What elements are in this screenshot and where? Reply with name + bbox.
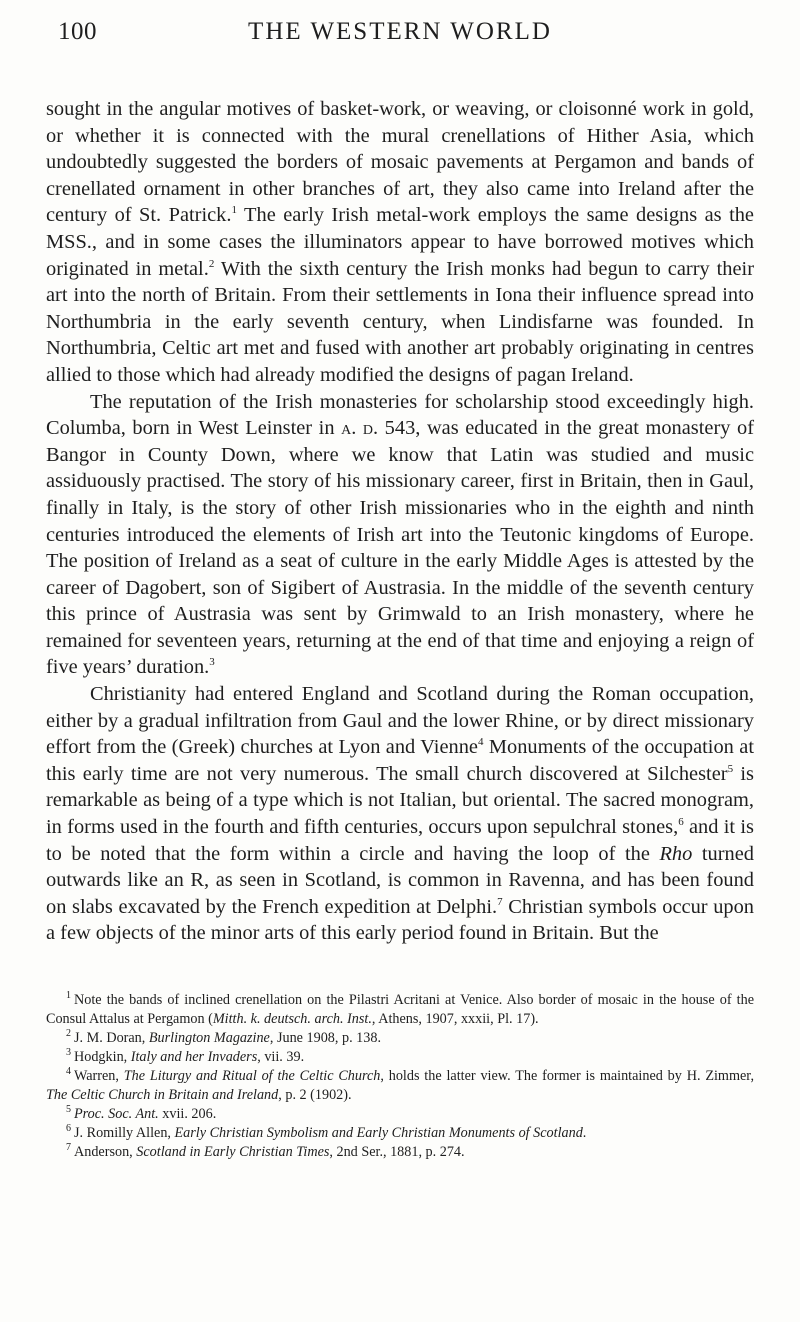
paragraph: The reputation of the Irish monasteries for scholarship stood exceedingly high. Columba, born in West Leinster in a. d. 543, was educated in the great monastery of Bangor in County Down, where we know that Latin was studied and music assiduously practised. The story of his missionary career, first in Britain, then in Gaul, finally in Italy, is the story of other Irish missionaries who in the eighth and ninth centuries introduced the elements of Irish art into the Teutonic kingdoms of Europe. The position of Ireland as a seat of culture in the early Middle Ages is attested by the career of Dagobert, son of Sigibert of Austrasia. In the middle of the seventh century this prince of Austrasia was sent by Grimwald to an Irish monastery, where he remained for seventeen years, returning at the end of that time and enjoying a reign of five years’ duration.$^3$ [46, 390, 755, 679]
footnote-ref: 3 [209, 656, 215, 669]
footnote-ref: 2 [208, 257, 215, 270]
footnote-ref: 7 [497, 896, 503, 909]
footnote: $^5$ Proc. Soc. Ant. xvii. 206. [66, 1104, 217, 1122]
paragraph: sought in the angular motives of basket-work, or weaving, or cloisonné work in gold, or whether it is connected with the mural crenellations of Hither Asia, which undoubtedly suggested the borders of mosaic pavements at Pergamon and bands of crenellated ornament in other branches of art, they also came into Ireland after the century of St. Patrick.$^1$ The early Irish metal-work employs the same designs as the MSS., and in some cases the illuminators appear to have borrowed motives which originated in metal.$^2$ With the sixth century the Irish monks had begun to carry their art into the north of Britain. From their settlements in Iona their influence spread into Northumbria in the early seventh century, when Lindisfarne was founded. In Northumbria, Celtic art met and fused with another art probably originating in centres allied to those which had already modified the designs of pagan Ireland. [46, 98, 754, 386]
footnote: $^2$ J. M. Doran, Burlington Magazine, June 1908, p. 138. [66, 1028, 381, 1046]
footnote: $^4$ Warren, The Liturgy and Ritual of the Celtic Church, holds the latter view. The former is maintained by H. Zimmer, The Celtic Church in Britain and Ireland, p. 2 (1902). [46, 1066, 754, 1103]
footnote-ref: 4 [477, 736, 484, 749]
page-number: 100 [58, 18, 97, 45]
running-title: THE WESTERN WORLD [248, 18, 552, 45]
footnote-ref: 1 [231, 204, 237, 217]
footnote-ref: 6 [678, 816, 684, 829]
footnote: $^6$ J. Romilly Allen, Early Christian Symbolism and Early Christian Monuments of Scotland. [66, 1123, 587, 1141]
footnote: $^7$ Anderson, Scotland in Early Christian Times, 2nd Ser., 1881, p. 274. [66, 1142, 465, 1160]
body-text [46, 96, 754, 947]
paragraph: Christianity had entered England and Scotland during the Roman occupation, either by a gradual infiltration from Gaul and the lower Rhine, or by direct missionary effort from the (Greek) churches at Lyon and Vienne$^4$ Monuments of the occupation at this early time are not very numerous. The small church discovered at Silchester$^5$ is remarkable as being of a type which is not Italian, but oriental. The sacred monogram, in forms used in the fourth and fifth centuries, occurs upon sepulchral stones,$^6$ and it is to be noted that the form within a circle and having the loop of the Rho turned outwards like an R, as seen in Scotland, is common in Ravenna, and has been found on slabs excavated by the French expedition at Delphi.$^7$ Christian symbols occur upon a few objects of the minor arts of this early period found in Britain. But the [46, 683, 754, 945]
footnote: $^1$ Note the bands of inclined crenellation on the Pilastri Acritani at Venice. Also border of mosaic in the house of the Consul Attalus at Pergamon (Mitth. k. deutsch. arch. Inst., Athens, 1907, xxxii, Pl. 17). [46, 990, 754, 1027]
footnote: $^3$ Hodgkin, Italy and her Invaders, vii. 39. [66, 1047, 305, 1065]
running-head [46, 18, 754, 58]
footnote-ref: 5 [727, 763, 734, 776]
footnotes [46, 991, 754, 1162]
